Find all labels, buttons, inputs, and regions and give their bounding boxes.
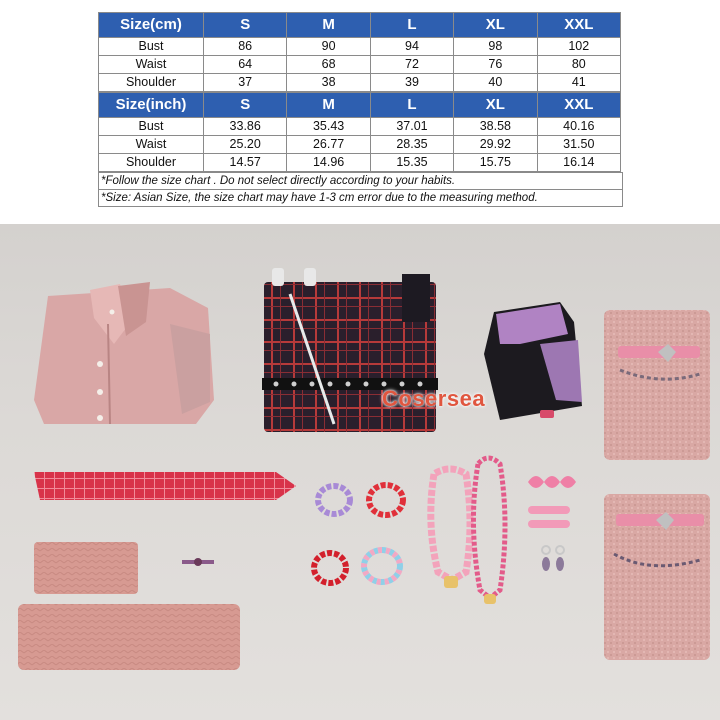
pink-bead-necklace (431, 469, 470, 588)
table-cell: 38.58 (454, 118, 537, 136)
header-cell: L (370, 93, 453, 118)
header-cell: XL (454, 13, 537, 38)
charm-earrings (542, 546, 564, 571)
table-cell: 14.57 (204, 154, 287, 172)
row-label: Waist (99, 136, 204, 154)
header-cell: Size(inch) (99, 93, 204, 118)
table-row (99, 74, 621, 92)
table-cell: 25.20 (204, 136, 287, 154)
table-cell: 72 (370, 56, 453, 74)
row-label: Shoulder (99, 74, 204, 92)
red-necktie (34, 472, 296, 500)
table-cell: 90 (287, 38, 370, 56)
table-cell: 15.75 (454, 154, 537, 172)
table-cell: 80 (537, 56, 620, 74)
costume-items-illustration (0, 224, 720, 720)
row-label: Bust (99, 118, 204, 136)
table-cell: 16.14 (537, 154, 620, 172)
table-cell: 102 (537, 38, 620, 56)
purple-bead-bracelet (318, 486, 350, 514)
table-cell: 39 (370, 74, 453, 92)
purple-black-top (484, 302, 582, 420)
table-cell: 29.92 (454, 136, 537, 154)
table-cell: 40 (454, 74, 537, 92)
table-row (99, 38, 621, 56)
table-cell: 15.35 (370, 154, 453, 172)
table-header-row (99, 93, 621, 118)
row-label: Waist (99, 56, 204, 74)
header-cell: S (204, 13, 287, 38)
header-cell: Size(cm) (99, 13, 204, 38)
table-cell: 41 (537, 74, 620, 92)
table-cell: 94 (370, 38, 453, 56)
header-cell: M (287, 93, 370, 118)
table-row (99, 118, 621, 136)
table-cell: 37 (204, 74, 287, 92)
table-cell: 37.01 (370, 118, 453, 136)
red-bead-bracelet-1 (369, 485, 403, 515)
table-cell: 14.96 (287, 154, 370, 172)
table-cell: 26.77 (287, 136, 370, 154)
heart-hair-clips (528, 476, 576, 528)
table-row (99, 56, 621, 74)
table-cell: 38 (287, 74, 370, 92)
pastel-bead-bracelet (364, 550, 400, 582)
header-cell: XXL (537, 13, 620, 38)
table-cell: 40.16 (537, 118, 620, 136)
header-cell: XXL (537, 93, 620, 118)
size-table-inch (98, 92, 621, 172)
table-row (99, 136, 621, 154)
header-cell: S (204, 93, 287, 118)
header-cell: XL (454, 93, 537, 118)
header-cell: L (370, 13, 453, 38)
table-cell: 98 (454, 38, 537, 56)
pink-arm-warmer-2 (18, 604, 240, 670)
table-header-row (99, 13, 621, 38)
red-bead-bracelet-2 (314, 553, 346, 583)
pink-shirt (34, 282, 214, 424)
header-cell: M (287, 13, 370, 38)
pink-chain-necklace (473, 458, 505, 604)
table-cell: 64 (204, 56, 287, 74)
table-cell: 33.86 (204, 118, 287, 136)
fur-leg-warmer-top (604, 310, 710, 460)
table-cell: 31.50 (537, 136, 620, 154)
table-cell: 35.43 (287, 118, 370, 136)
size-note-follow-chart: *Follow the size chart . Do not select directly according to your habits. (98, 172, 623, 190)
row-label: Bust (99, 38, 204, 56)
table-cell: 76 (454, 56, 537, 74)
costume-product-photo (0, 224, 720, 720)
size-chart-panel (0, 0, 720, 224)
fur-leg-warmer-bottom (604, 494, 710, 660)
size-table-cm (98, 12, 621, 92)
table-cell: 68 (287, 56, 370, 74)
pink-arm-warmer-1 (34, 542, 138, 594)
row-label: Shoulder (99, 154, 204, 172)
table-row (99, 154, 621, 172)
size-note-asian-size: *Size: Asian Size, the size chart may have 1-3 cm error due to the measuring method. (98, 189, 623, 207)
brand-watermark: Cosersea (382, 386, 486, 411)
purple-hair-clip (182, 558, 214, 566)
table-cell: 86 (204, 38, 287, 56)
table-cell: 28.35 (370, 136, 453, 154)
